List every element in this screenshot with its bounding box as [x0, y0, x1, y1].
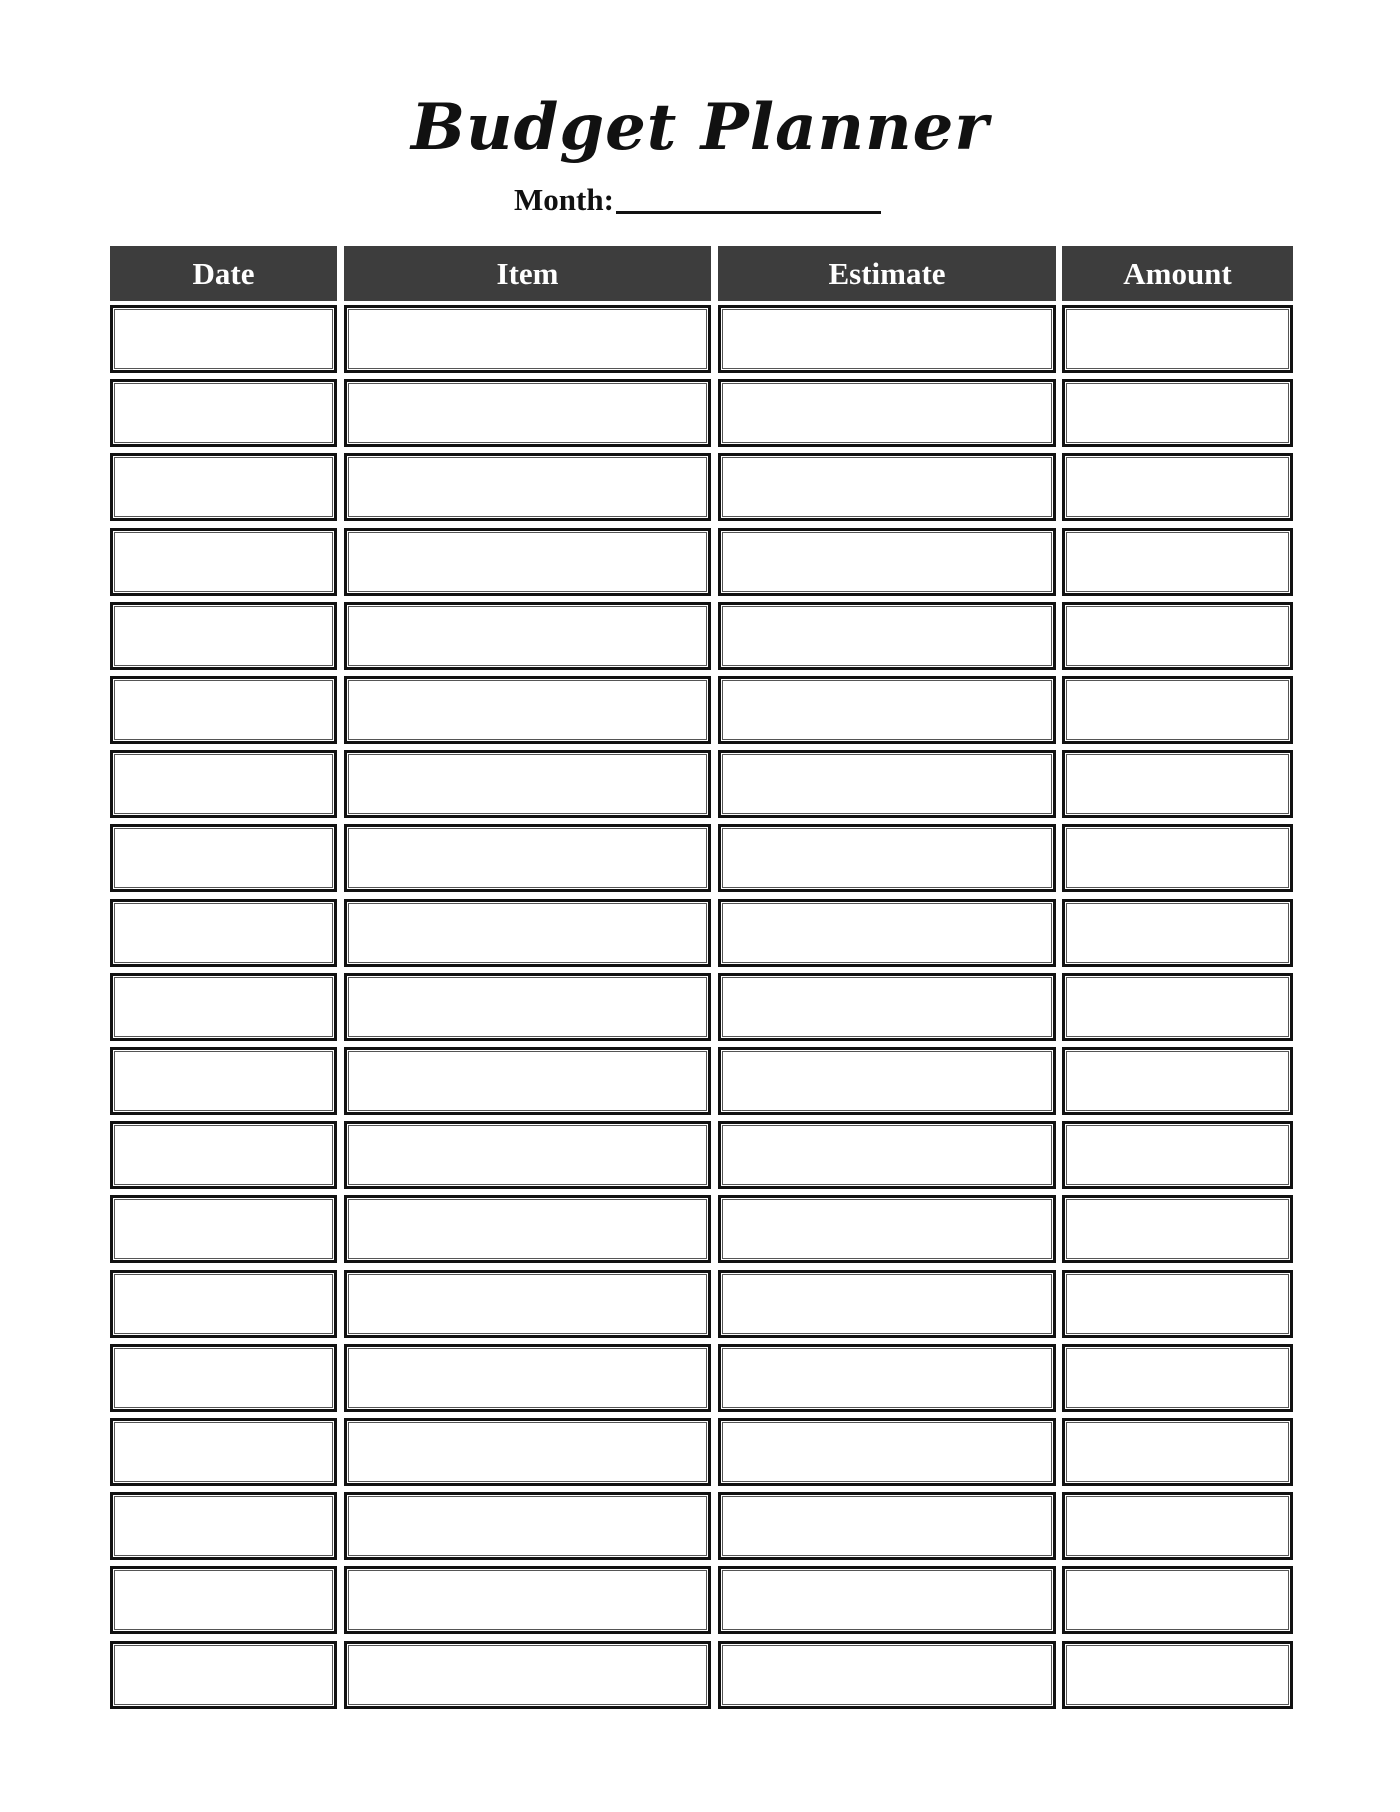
date-cell[interactable] — [110, 305, 337, 373]
date-cell[interactable] — [110, 1344, 337, 1412]
item-cell[interactable] — [344, 1270, 711, 1338]
estimate-cell[interactable] — [718, 1195, 1056, 1263]
date-cell[interactable] — [110, 379, 337, 447]
item-cell[interactable] — [344, 1195, 711, 1263]
item-cell[interactable] — [344, 1418, 711, 1486]
date-cell[interactable] — [110, 1641, 337, 1709]
amount-cell[interactable] — [1062, 1121, 1293, 1189]
date-cell[interactable] — [110, 899, 337, 967]
date-cell[interactable] — [110, 1566, 337, 1634]
item-cell[interactable] — [344, 602, 711, 670]
estimate-cell[interactable] — [718, 1418, 1056, 1486]
amount-cell[interactable] — [1062, 973, 1293, 1041]
date-cell[interactable] — [110, 1492, 337, 1560]
estimate-cell[interactable] — [718, 1121, 1056, 1189]
estimate-cell[interactable] — [718, 453, 1056, 521]
amount-cell[interactable] — [1062, 305, 1293, 373]
estimate-cell[interactable] — [718, 1047, 1056, 1115]
estimate-cell[interactable] — [718, 676, 1056, 744]
amount-cell[interactable] — [1062, 379, 1293, 447]
date-cell[interactable] — [110, 824, 337, 892]
date-cell[interactable] — [110, 453, 337, 521]
item-cell[interactable] — [344, 676, 711, 744]
estimate-cell[interactable] — [718, 973, 1056, 1041]
estimate-cell[interactable] — [718, 1344, 1056, 1412]
date-cell[interactable] — [110, 676, 337, 744]
item-cell[interactable] — [344, 379, 711, 447]
date-cell[interactable] — [110, 973, 337, 1041]
amount-cell[interactable] — [1062, 899, 1293, 967]
item-cell[interactable] — [344, 824, 711, 892]
column-header-amount: Amount — [1062, 246, 1293, 301]
date-cell[interactable] — [110, 1270, 337, 1338]
amount-cell[interactable] — [1062, 602, 1293, 670]
item-cell[interactable] — [344, 1492, 711, 1560]
column-header-date: Date — [110, 246, 337, 301]
estimate-cell[interactable] — [718, 750, 1056, 818]
month-field — [514, 178, 881, 218]
date-cell[interactable] — [110, 602, 337, 670]
month-label: Month: — [514, 182, 614, 217]
amount-cell[interactable] — [1062, 1344, 1293, 1412]
item-cell[interactable] — [344, 1047, 711, 1115]
amount-cell[interactable] — [1062, 1418, 1293, 1486]
item-cell[interactable] — [344, 1121, 711, 1189]
estimate-cell[interactable] — [718, 305, 1056, 373]
column-header-item: Item — [344, 246, 711, 301]
item-cell[interactable] — [344, 1641, 711, 1709]
item-cell[interactable] — [344, 528, 711, 596]
estimate-cell[interactable] — [718, 379, 1056, 447]
estimate-cell[interactable] — [718, 528, 1056, 596]
estimate-cell[interactable] — [718, 1270, 1056, 1338]
estimate-cell[interactable] — [718, 899, 1056, 967]
amount-cell[interactable] — [1062, 453, 1293, 521]
estimate-cell[interactable] — [718, 1492, 1056, 1560]
item-cell[interactable] — [344, 973, 711, 1041]
date-cell[interactable] — [110, 1047, 337, 1115]
estimate-cell[interactable] — [718, 602, 1056, 670]
date-cell[interactable] — [110, 750, 337, 818]
amount-cell[interactable] — [1062, 1270, 1293, 1338]
page-title: Budget Planner — [410, 90, 990, 165]
item-cell[interactable] — [344, 453, 711, 521]
estimate-cell[interactable] — [718, 1566, 1056, 1634]
column-header-estimate: Estimate — [718, 246, 1056, 301]
date-cell[interactable] — [110, 1195, 337, 1263]
amount-cell[interactable] — [1062, 1195, 1293, 1263]
amount-cell[interactable] — [1062, 1492, 1293, 1560]
item-cell[interactable] — [344, 305, 711, 373]
date-cell[interactable] — [110, 1418, 337, 1486]
item-cell[interactable] — [344, 750, 711, 818]
item-cell[interactable] — [344, 899, 711, 967]
date-cell[interactable] — [110, 1121, 337, 1189]
amount-cell[interactable] — [1062, 676, 1293, 744]
item-cell[interactable] — [344, 1344, 711, 1412]
estimate-cell[interactable] — [718, 1641, 1056, 1709]
amount-cell[interactable] — [1062, 528, 1293, 596]
amount-cell[interactable] — [1062, 1566, 1293, 1634]
amount-cell[interactable] — [1062, 824, 1293, 892]
amount-cell[interactable] — [1062, 1047, 1293, 1115]
amount-cell[interactable] — [1062, 750, 1293, 818]
estimate-cell[interactable] — [718, 824, 1056, 892]
item-cell[interactable] — [344, 1566, 711, 1634]
month-write-line[interactable] — [616, 211, 881, 214]
date-cell[interactable] — [110, 528, 337, 596]
amount-cell[interactable] — [1062, 1641, 1293, 1709]
